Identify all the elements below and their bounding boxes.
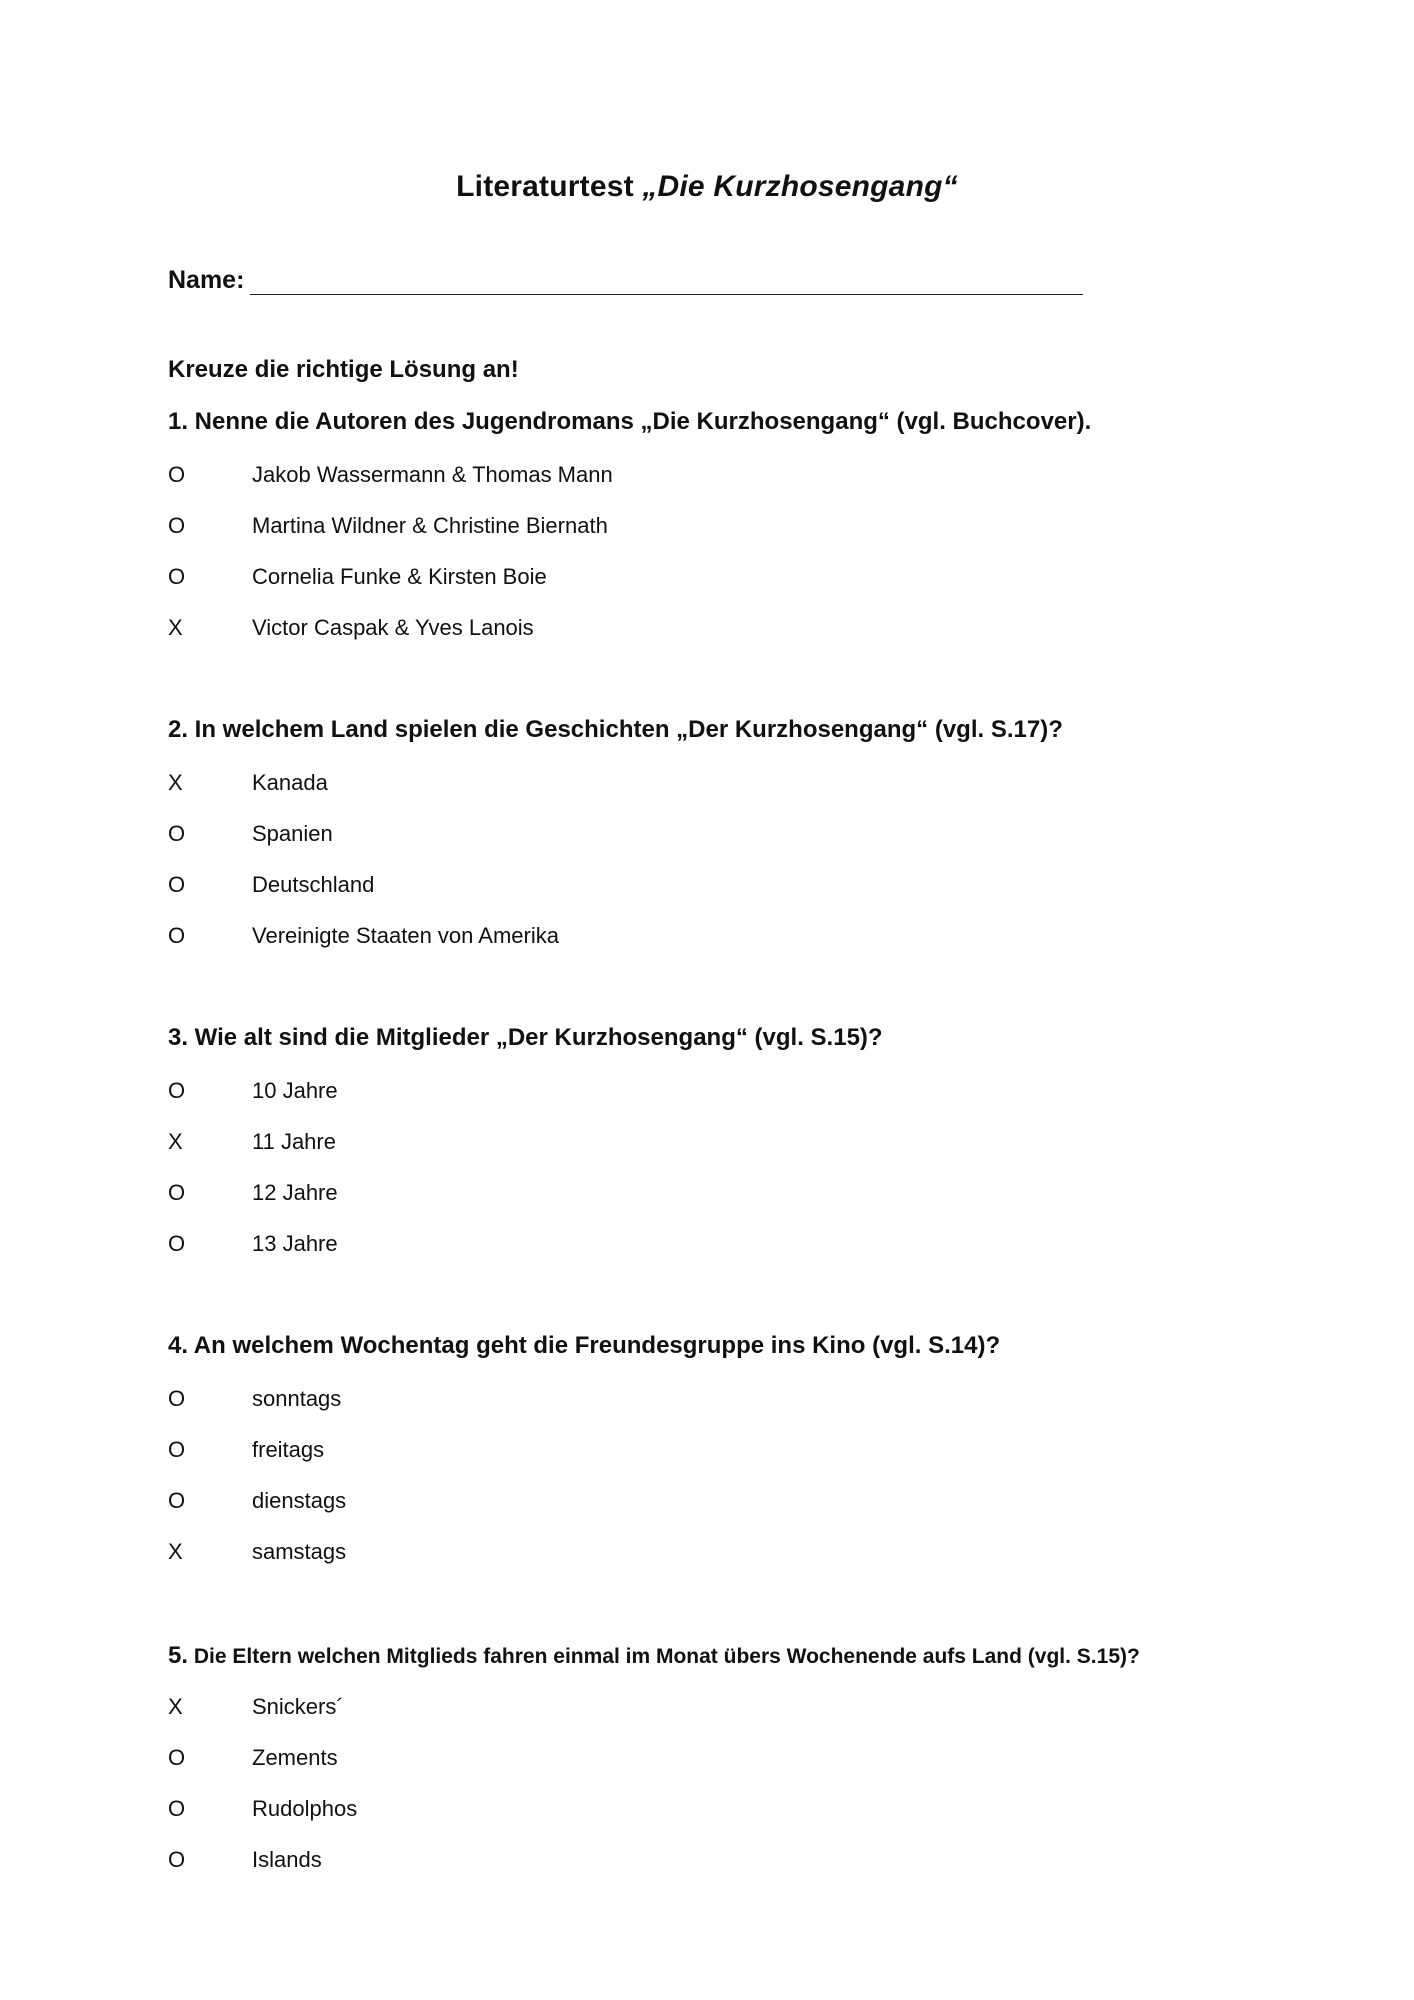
question-4: 4. An welchem Wochentag geht die Freundesgruppe ins Kino (vgl. S.14)?: [168, 1332, 1001, 1359]
question-3: 3. Wie alt sind die Mitglieder „Der Kurzhosengang“ (vgl. S.15)?: [168, 1024, 883, 1051]
option-text: Deutschland: [252, 872, 375, 897]
option-mark[interactable]: O: [168, 1231, 186, 1256]
option-mark[interactable]: O: [168, 1437, 186, 1462]
title-prefix: Literaturtest: [456, 170, 643, 203]
option-mark[interactable]: O: [168, 821, 186, 846]
question-2: 2. In welchem Land spielen die Geschichten „Der Kurzhosengang“ (vgl. S.17)?: [168, 716, 1063, 743]
question-1-option-1[interactable]: [168, 462, 613, 488]
option-text: 13 Jahre: [252, 1231, 338, 1256]
question-4-option-4[interactable]: [168, 1539, 346, 1565]
name-label: Name:: [168, 266, 245, 294]
question-2-option-4[interactable]: [168, 923, 559, 949]
option-mark[interactable]: O: [168, 564, 186, 589]
option-mark[interactable]: O: [168, 1847, 186, 1872]
option-mark[interactable]: O: [168, 1180, 186, 1205]
option-mark[interactable]: X: [168, 1694, 183, 1719]
option-text: 12 Jahre: [252, 1180, 338, 1205]
option-text: Victor Caspak & Yves Lanois: [252, 615, 534, 640]
question-3-option-2[interactable]: [168, 1129, 336, 1155]
option-mark[interactable]: X: [168, 615, 183, 640]
page-title: [0, 170, 1414, 204]
question-1-option-3[interactable]: [168, 564, 547, 590]
option-mark[interactable]: O: [168, 1078, 186, 1103]
option-text: sonntags: [252, 1386, 342, 1411]
option-text: Zements: [252, 1745, 338, 1770]
option-text: Vereinigte Staaten von Amerika: [252, 923, 559, 948]
option-mark[interactable]: X: [168, 1539, 183, 1564]
question-2-option-3[interactable]: [168, 872, 374, 898]
instruction-text: Kreuze die richtige Lösung an!: [168, 356, 519, 383]
option-mark[interactable]: O: [168, 513, 186, 538]
question-5-option-3[interactable]: [168, 1796, 357, 1822]
question-5: [168, 1642, 1288, 1670]
option-mark[interactable]: X: [168, 1129, 183, 1154]
title-book: „Die Kurzhosengang“: [642, 170, 958, 203]
question-4-option-1[interactable]: [168, 1386, 341, 1412]
question-1: 1. Nenne die Autoren des Jugendromans „Die Kurzhosengang“ (vgl. Buchcover).: [168, 408, 1092, 435]
question-5-number: 5.: [168, 1642, 189, 1669]
option-text: Islands: [252, 1847, 322, 1872]
option-text: Martina Wildner & Christine Biernath: [252, 513, 608, 538]
option-mark[interactable]: O: [168, 1745, 186, 1770]
name-input-line[interactable]: [250, 266, 1083, 295]
question-4-option-2[interactable]: [168, 1437, 324, 1463]
question-3-option-1[interactable]: [168, 1078, 338, 1104]
option-text: dienstags: [252, 1488, 347, 1513]
option-text: Rudolphos: [252, 1796, 358, 1821]
option-mark[interactable]: O: [168, 1488, 186, 1513]
question-5-option-4[interactable]: [168, 1847, 322, 1873]
question-1-option-4[interactable]: [168, 615, 534, 641]
option-mark[interactable]: O: [168, 1386, 186, 1411]
option-text: Jakob Wassermann & Thomas Mann: [252, 462, 613, 487]
option-text: 11 Jahre: [252, 1129, 336, 1154]
question-5-option-2[interactable]: [168, 1745, 338, 1771]
question-2-option-1[interactable]: [168, 770, 328, 796]
option-text: Cornelia Funke & Kirsten Boie: [252, 564, 547, 589]
question-2-option-2[interactable]: [168, 821, 333, 847]
option-mark[interactable]: O: [168, 462, 186, 487]
question-5-option-1[interactable]: [168, 1694, 344, 1720]
option-text: Spanien: [252, 821, 333, 846]
question-3-option-4[interactable]: [168, 1231, 338, 1257]
option-text: 10 Jahre: [252, 1078, 338, 1103]
option-text: Kanada: [252, 770, 328, 795]
option-mark[interactable]: O: [168, 923, 186, 948]
question-1-option-2[interactable]: [168, 513, 608, 539]
question-5-text: Die Eltern welchen Mitglieds fahren einmal im Monat übers Wochenende aufs Land (vgl. S.15)?: [193, 1645, 1140, 1668]
option-text: Snickers´: [252, 1694, 344, 1719]
name-field-row: [168, 266, 1083, 295]
option-text: samstags: [252, 1539, 347, 1564]
question-4-option-3[interactable]: [168, 1488, 346, 1514]
option-mark[interactable]: O: [168, 872, 186, 897]
option-mark[interactable]: O: [168, 1796, 186, 1821]
option-text: freitags: [252, 1437, 325, 1462]
question-3-option-3[interactable]: [168, 1180, 338, 1206]
option-mark[interactable]: X: [168, 770, 183, 795]
